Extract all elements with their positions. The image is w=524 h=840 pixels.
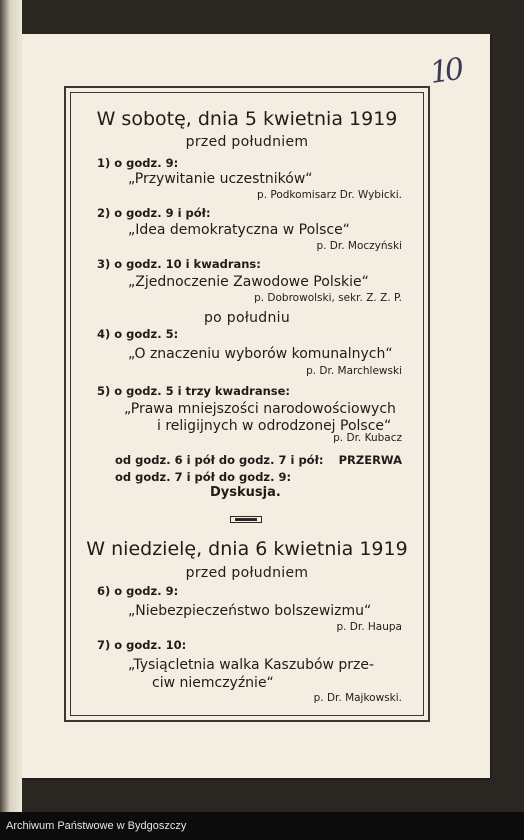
item-5-title-line2: i religijnych w odrodzonej Polsce“	[157, 418, 392, 434]
item-6-title: „Niebezpieczeństwo bolszewizmu“	[128, 603, 372, 619]
program-content	[70, 92, 424, 716]
break-label: PRZERWA	[338, 453, 402, 467]
saturday-morning-label: przed południem	[185, 134, 309, 150]
saturday-heading: W sobotę, dnia 5 kwietnia 1919	[96, 108, 398, 130]
sunday-heading: W niedzielę, dnia 6 kwietnia 1919	[86, 538, 408, 560]
item-1-speaker: p. Podkomisarz Dr. Wybicki.	[257, 189, 402, 201]
discussion-time: od godz. 7 i pół do godz. 9:	[115, 470, 292, 484]
item-3-time: 3) o godz. 10 i kwadrans:	[97, 257, 261, 271]
item-6-speaker: p. Dr. Haupa	[336, 621, 402, 633]
break-time: od godz. 6 i pół do godz. 7 i pół:	[115, 453, 324, 467]
item-5-speaker: p. Dr. Kubacz	[333, 432, 402, 444]
item-1-time: 1) o godz. 9:	[97, 156, 179, 170]
discussion-label: Dyskusja.	[210, 485, 281, 500]
item-4-speaker: p. Dr. Marchlewski	[306, 365, 402, 377]
item-7-title-line2: ciw niemczyźnie“	[152, 675, 274, 691]
item-2-time: 2) o godz. 9 i pół:	[97, 206, 211, 220]
item-2-speaker: p. Dr. Moczyński	[316, 240, 402, 252]
archive-footer-text: Archiwum Państwowe w Bydgoszczy	[6, 820, 187, 832]
item-6-time: 6) o godz. 9:	[97, 584, 179, 598]
sunday-morning-label: przed południem	[185, 565, 309, 581]
item-4-time: 4) o godz. 5:	[97, 327, 179, 341]
page-number-handwritten: 10	[427, 52, 463, 91]
item-2-title: „Idea demokratyczna w Polsce“	[128, 222, 350, 238]
item-1-title: „Przywitanie uczestników“	[128, 171, 313, 187]
book-spine	[0, 0, 22, 812]
item-5-time: 5) o godz. 5 i trzy kwadranse:	[97, 384, 291, 398]
item-7-speaker: p. Dr. Majkowski.	[313, 692, 402, 704]
item-5-title-line1: „Prawa mniejszości narodowościowych	[124, 401, 396, 417]
saturday-afternoon-label: po południu	[203, 310, 291, 326]
item-7-time: 7) o godz. 10:	[97, 638, 187, 652]
item-3-title: „Zjednoczenie Zawodowe Polskie“	[128, 274, 369, 290]
section-divider-ornament	[230, 516, 262, 523]
item-4-title: „O znaczeniu wyborów komunalnych“	[128, 346, 393, 362]
archive-footer-bar	[0, 812, 524, 840]
item-3-speaker: p. Dobrowolski, sekr. Z. Z. P.	[254, 292, 402, 304]
item-7-title-line1: „Tysiącletnia walka Kaszubów prze-	[128, 657, 375, 673]
